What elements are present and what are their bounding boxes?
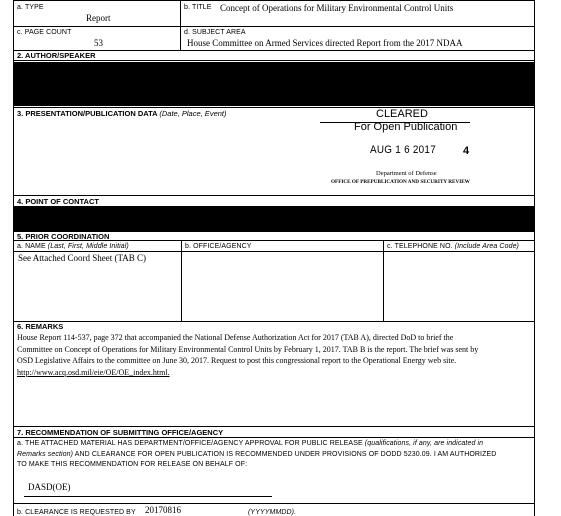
recommendation-heading: 7. RECOMMENDATION OF SUBMITTING OFFICE/AGENCY xyxy=(17,428,224,437)
redaction-block xyxy=(14,206,534,231)
remarks-line: House Report 114-537, page 372 that accompanied the National Defense Authorization Act for 2017 (TAB A), directed DoD to brief the xyxy=(17,333,454,342)
row-rule xyxy=(14,437,534,438)
page-count-value: 53 xyxy=(94,38,103,48)
recommending-office-value: DASD(OE) xyxy=(28,482,71,492)
stamp-department: Department of Defense xyxy=(376,170,437,177)
stamp-number: 4 xyxy=(463,145,470,157)
release-form xyxy=(13,0,535,516)
clearance-stamp xyxy=(314,107,514,197)
row-rule xyxy=(14,251,534,252)
stamp-cleared: CLEARED xyxy=(376,108,428,120)
presentation-data-heading: 3. PRESENTATION/PUBLICATION DATA (Date, Place, Event) xyxy=(17,109,227,118)
clearance-requested-label: b. CLEARANCE IS REQUESTED BY xyxy=(17,509,136,516)
column-divider xyxy=(181,240,182,321)
coordination-phone-label: c. TELEPHONE NO. (Include Area Code) xyxy=(387,243,519,250)
title-value: Concept of Operations for Military Environmental Control Units xyxy=(220,3,454,13)
subject-area-value: House Committee on Armed Services directed Report from the 2017 NDAA xyxy=(187,38,463,48)
row-rule xyxy=(14,240,534,241)
top-rule xyxy=(14,0,534,1)
remarks-link[interactable]: http://www.acq.osd.mil/eie/OE/OE_index.html. xyxy=(17,367,170,377)
remarks-text xyxy=(17,332,522,378)
coordination-name-value: See Attached Coord Sheet (TAB C) xyxy=(18,253,147,263)
type-value: Report xyxy=(86,13,111,23)
prior-coordination-heading: 5. PRIOR COORDINATION xyxy=(17,232,110,241)
row-rule xyxy=(14,60,534,61)
type-label: a. TYPE xyxy=(17,4,44,11)
row-rule xyxy=(14,503,534,504)
date-format-hint: (YYYYMMDD). xyxy=(248,509,297,516)
subject-area-label: d. SUBJECT AREA xyxy=(184,29,246,36)
presentation-data-hint: (Date, Place, Event) xyxy=(159,109,227,118)
coordination-name-label: a. NAME (Last, First, Middle Initial) xyxy=(17,243,129,250)
stamp-office: OFFICE OF PREPUBLICATION AND SECURITY REVIEW xyxy=(331,179,470,185)
row-rule xyxy=(14,26,534,27)
section-rule xyxy=(14,426,534,427)
redaction-block xyxy=(14,62,534,106)
stamp-date: AUG 1 6 2017 xyxy=(370,144,436,156)
column-divider xyxy=(180,0,181,50)
page-count-label: c. PAGE COUNT xyxy=(17,29,72,36)
recommendation-text: a. THE ATTACHED MATERIAL HAS DEPARTMENT/OFFICE/AGENCY APPROVAL FOR PUBLIC RELEASE (qualifications, if any, are indicated in Remarks section) AND CLEARANCE FOR OPEN PUBLICATION IS RECOMMENDED UNDER PROVISIONS OF DODD 5230.09. I AM AUTHORIZED TO MAKE THIS RECOMMENDATION FOR RELEASE ON BEHALF OF: xyxy=(17,440,497,468)
column-divider xyxy=(383,240,384,321)
section-rule xyxy=(14,195,534,196)
remarks-line: Committee on Concept of Operations for Military Environmental Control Units by February 1, 2017. TAB B is the report. The brief was sent by xyxy=(17,344,479,354)
remarks-line: OSD Legislative Affairs to the committee on June 30, 2017. Request to post this congressional report to the Operational Energy web site. xyxy=(17,356,457,365)
remarks-heading: 6. REMARKS xyxy=(17,322,64,331)
section-rule xyxy=(14,321,534,322)
stamp-for-open-publication: For Open Publication xyxy=(354,121,458,133)
point-of-contact-heading: 4. POINT OF CONTACT xyxy=(17,197,99,206)
clearance-requested-date: 20170816 xyxy=(145,505,181,515)
title-label: b. TITLE xyxy=(184,4,212,11)
signature-line xyxy=(24,496,272,497)
author-speaker-heading: 2. AUTHOR/SPEAKER xyxy=(17,51,96,60)
coordination-office-label: b. OFFICE/AGENCY xyxy=(185,243,252,250)
